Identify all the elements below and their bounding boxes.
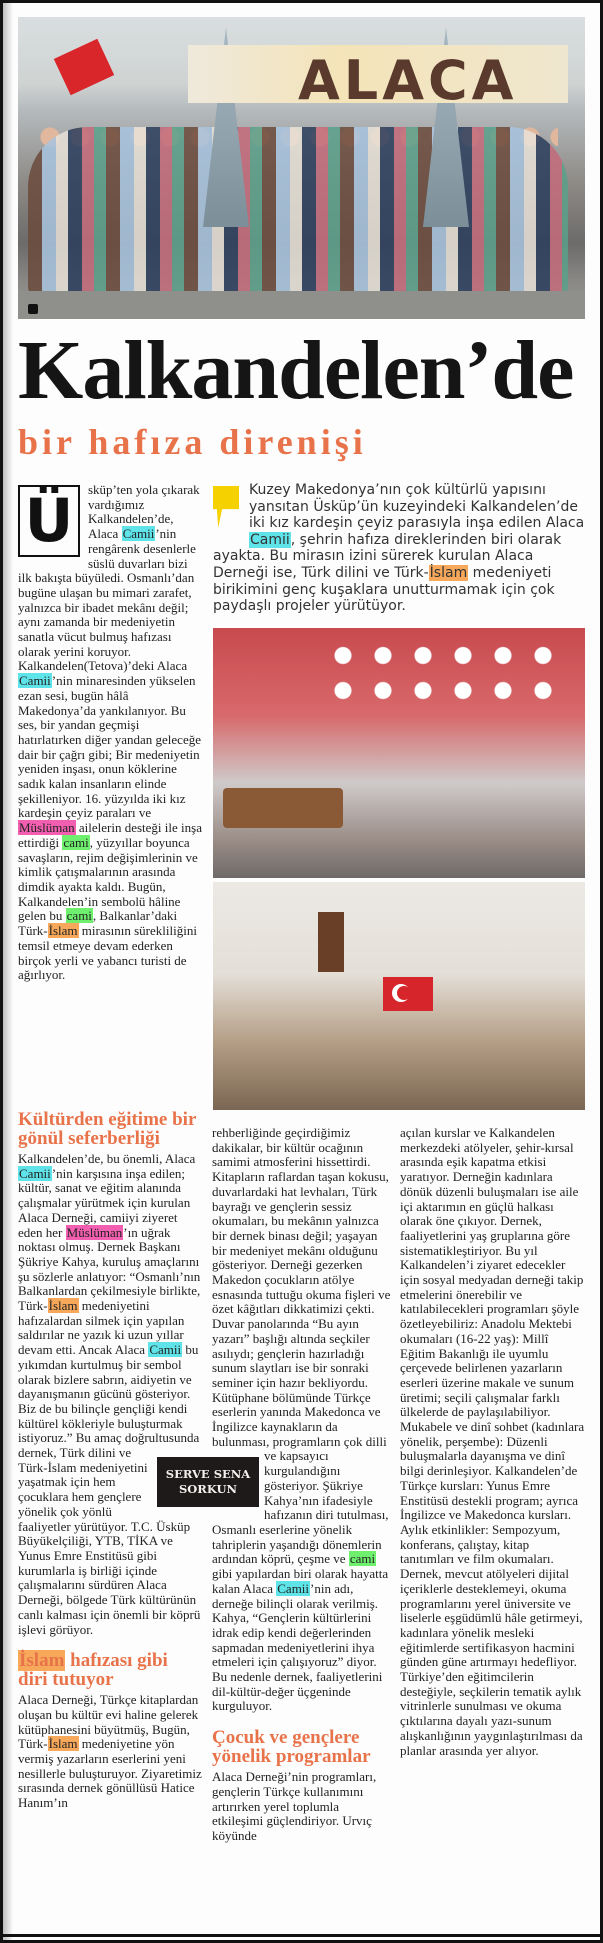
highlighted-word: Müslüman — [66, 1224, 123, 1240]
kanun-instrument — [223, 788, 343, 828]
subheading-islam-hafizasi: İslam hafızası gibi diri tutuyor — [18, 1650, 168, 1691]
photo-kanun-performance — [213, 628, 585, 878]
intro-paragraph: sküp’ten yola çıkarak vardığımız Kalkandelen’de, Alaca Camii’nin rengârenk desenlerle süslü duvarları bizi ilk bakışta büyüledi. Osmanlı’dan bugüne ulaşan bu mimari zarafet, yalnızca bir ibadet mekânı değil; aynı zamanda bir medeniyetin sanatla vücut bulmuş hafızası olarak yerini koruyor. Kalkandelen(Tetova)’deki Alaca Camii’nin minaresinden yükselen ezan sesi, bugün hâlâ Makedonya’da yankılanıyor. Bu ses, bir yandan geçmişi hatırlatırken diğer yandan geleceğe dair bir çağrı gibi; Bir medeniyetin yeniden inşası, onun köklerine sadık kalan insanların elinde şekilleniyor. 16. yüzyılda iki kız kardeşin çeyiz paraları ve Müslüman ailelerin desteği ile inşa ettirdiği cami, yüzyıllar boyunca savaşların, rejim değişimlerinin ve kimlik çatışmalarının arasında dimdik ayakta kaldı. Bugün, Kalkandelen’in sembolü hâline gelen bu cami, Balkanlar’daki Türk-İslam mirasının sürekliliğini temsil etmeye devam ederken birçok yerli ve yabancı turisti de ağırlıyor. — [18, 482, 202, 983]
highlighted-word: cami — [63, 834, 89, 850]
highlighted-word: İslam — [429, 564, 468, 581]
group-photo-alaca-storefront — [18, 17, 585, 319]
body-paragraph: Alaca Derneği, Türkçe kitaplardan oluşan bu kültür evi haline gelerek kütüphanesini büyütmüş, Bugün, Türk-İslam medeniyetine yön vermiş yazarların eserlerini yeni nesillerle buluşturuyor. Ziyaretimiz sırasında dernek gönüllüsü Hatice Hanım’ın — [18, 1692, 202, 1811]
storefront-sign — [188, 45, 568, 112]
author-name-last: SORKUN — [178, 1482, 237, 1496]
intro-column — [18, 483, 202, 983]
turkish-flag — [383, 977, 433, 1011]
highlighted-word: cami — [66, 908, 92, 924]
author-byline — [157, 1457, 259, 1507]
body-paragraph: Alaca Derneği’nin programları, gençlerin Türkçe kullanımını artırırken yerel toplumla etkileşimi güçlendiriyor. Urvıç köyünde — [212, 1769, 377, 1843]
highlighted-word: Camii — [19, 673, 51, 689]
subheading-cocuk-ve-genclere: Çocuk ve gençlere yönelik programlar — [212, 1727, 371, 1768]
body-paragraph: açılan kurslar ve Kalkandelen merkezdeki atölyeler, şehir-kırsal arasında eşik kapatma etkisi yaratıyor. Derneğin kadınlara dönük düzenli buluşmaları ise aile içi aktarımın en güçlü halkası olarak öne çıkıyor. Dernek, faaliyetlerini yaş gruplarına göre sistematikleştiriyor. Bu yıl Kalkandelen’i ziyaret edecekler için sosyal medyadan derneği takip etmelerini önerebilir ve katılabilecekleri programları şöyle özetleyebiliriz: Anadolu Mektebi okumaları (16-22 yaş): Millî Eğitim Bakanlığı ile uyumlu çerçevede belirlenen yazarların eserleri üzerine makale ve sunum üretimi; seçili çalışmalar farklı ülkelerde de paylaşılabiliyor. Mukabele ve dinî sohbet (kadınlara yönelik, perşembe): Düzenli buluşmalarla dayanışma ve dinî bilgi derinleşiyor. Kalkandelen’de Türkçe kursları: Yunus Emre Enstitüsü destekli program; ayrıca İngilizce ve Makedonca kursları. Aylık etkinlikler: Sempozyum, konferans, çalıştay, kitap tanıtımları ve film okumaları. Dernek, mevcut atölyeleri dijital içeriklerle desteklemeyi, okuma programlarını yerel üniversite ve liselerle eşgüdümlü hâle getirmeyi, kadınlara yönelik mesleki eğitimlerde sertifikasyon hacmini günden güne artırmayı hedefliyor. Türkiye’den eğitimcilerin desteğiyle, seçkilerin tematik aylık vitrinlerle sunulması ve okuma çıktılarına dayalı yazı-sunum alışkanlığının yaygınlaştırılması da planlar arasında yer alıyor. — [400, 1125, 585, 1758]
subheading-kulturden-egitime: Kültürden eğitime bir gönül seferberliği — [18, 1109, 197, 1149]
bunting-letters — [323, 638, 563, 708]
highlighted-word: İslam — [48, 1736, 78, 1752]
door — [318, 912, 344, 972]
column-3 — [400, 1126, 586, 1758]
lead-quote-text: Kuzey Makedonya’nın çok kültürlü yapısını yansıtan Üsküp’ün kuzeyindeki Kalkandelen’de iki kız kardeşin çeyiz parasıyla inşa edilen Alaca Camii, şehrin hafıza direklerinden biri olarak ayakta. Bu mirasın izini sürerek kurulan Alaca Derneği ise, Türk dilini ve Türk-İslam medeniyeti birikimini genç kuşaklara unutturmamak için çok paydaşlı projeler yürütüyor. — [213, 482, 585, 615]
headline-title: Kalkandelen’de — [18, 324, 574, 417]
highlighted-word: İslam — [48, 1298, 78, 1314]
highlighted-word: İslam — [19, 1650, 65, 1672]
highlighted-word: Camii — [250, 531, 290, 548]
highlighted-word: Müslüman — [19, 820, 75, 836]
drop-cap: Ü — [18, 485, 80, 557]
highlighted-word: Camii — [277, 1580, 310, 1596]
highlighted-word: Camii — [149, 1342, 182, 1358]
photo-classroom-activity — [213, 882, 585, 1110]
highlighted-word: cami — [349, 1551, 376, 1567]
lead-quote — [213, 482, 587, 615]
pavement — [18, 291, 585, 319]
page-fold-shadow — [3, 3, 13, 1940]
highlighted-word: Camii — [122, 526, 155, 542]
author-name-first: SERVE SENA — [165, 1467, 251, 1481]
body-paragraph: rehberliğinde geçirdiğimiz dakikalar, bir kültür ocağının samimi atmosferini hissettirdi. Kitapların raflardan taşan kokusu, duvarlardaki hat levhaları, Türk bayrağı ve gençlerin sessiz okumaları, bu mekânın yalnızca bir dernek binası değil; yaşayan bir medeniyet mekânı olduğunu gösteriyor. Derneği gezerken Makedon çocukların atölye esnasında tuttuğu okuma fişleri ve özet kâğıtları dikkatimizi çekti. Duvar panolarında “Bu ayın yazarı” başlığı altında seçkiler asılıydı; gençlerin hazırladığı sunum slaytları ise bir sonraki seminer için hazır bekliyordu. Kütüphane bölümünde Türkçe eserlerin yanında Makedonca ve İngilizce kaynakların da bulunması, programların çok dilli ve kapsayıcı kurgulandığını gösteriyor. Şükriye Kahya’nın ifadesiyle hafızanın diri tutulması, Osmanlı eserlerine yönelik tahriplerin yaşandığı dönemlerin ardından köprü, çeşme ve cami gibi yapılardan biri olarak hayatta kalan Alaca Camii’nin adı, derneğe bilinçli olarak verilmiş. Kahya, “Gençlerin kültürlerini idrak edip kendi değerlerinden sapmadan medeniyetlerini ihya etmeleri için çalışıyoruz” diyor. Bu nedenle dernek, faaliyetlerini dil-kültür-değer üçgeninde kurguluyor. — [212, 1125, 391, 1714]
sign-text: ALACA — [298, 49, 518, 112]
crowd-of-children — [28, 127, 568, 297]
headline-subtitle: bir hafıza direnişi — [18, 422, 367, 462]
highlighted-word: İslam — [48, 923, 78, 939]
body-paragraph: Kalkandelen’de, bu önemli, Alaca Camii’nin karşısına inşa edilen; kültür, sanat ve eğitim alanında çalışmalar yürütmek için kurulan Alaca Derneği, camiiyi ziyeret eden her Müslüman’ın uğrak noktası olmuş. Dernek Başkanı Şükriye Kahya, kuruluş amaçlarını şu sözlerle anlatıyor: “Osmanlı’nın Balkanlardan çekilmesiyle birlikte, Türk-İslam medeniyetini hafızalardan silmek için yapılan saldırılar ne yazık ki uzun yıllar devam etti. Ancak Alaca Camii bu yıkımdan kurtulmuş bir sembol olarak bizlere sabrın, aidiyetin ve dayanışmanın gücünü gösteriyor. Biz de bu bilinçle gençliği kendi kültürel kökleriyle buluşturmak istiyoruz.” Bu amaç doğrultusunda dernek, Türk dilini ve Türk-İslam medeniyetini yaşatmak için hem çocuklara hem gençlere yönelik çok yönlü faaliyetler yürütüyor. T.C. Üsküp Büyükelçiliği, YTB, TİKA ve Yunus Emre Enstitüsü gibi kurumlarla iş birliği içinde çalışmalarını sürdüren Alaca Derneği, bölgede Türk kültürünün canlı kalması için önemli bir köprü işlevi görüyor. — [18, 1151, 201, 1637]
highlighted-word: Camii — [19, 1165, 51, 1181]
turkish-flag — [54, 39, 114, 96]
drop-dot — [28, 304, 38, 314]
page-border-bottom — [3, 1934, 600, 1937]
